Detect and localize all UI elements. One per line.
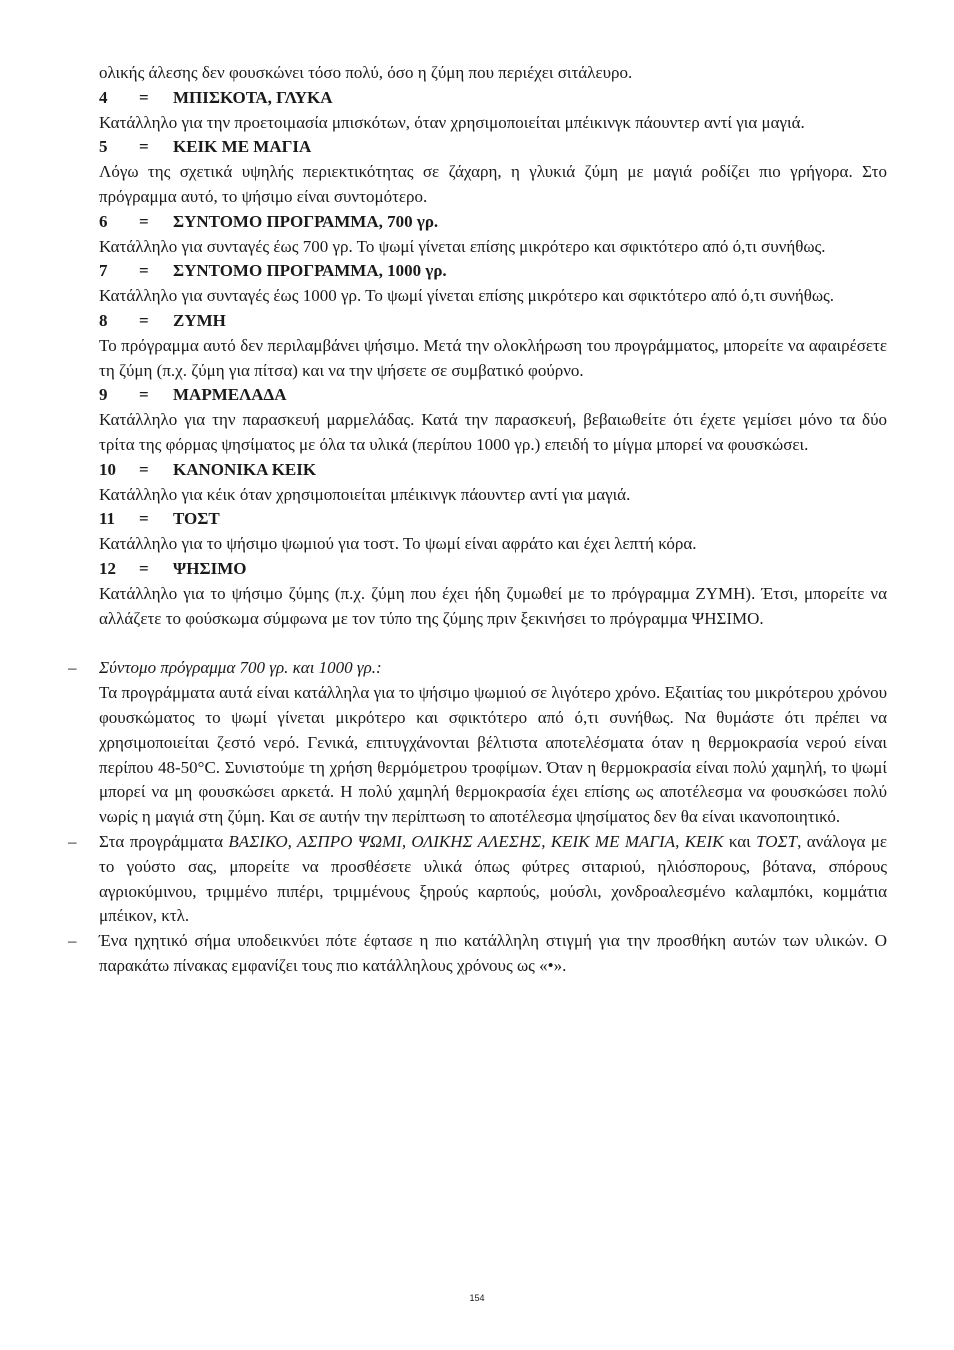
note-text: Στα προγράμματα ΒΑΣΙΚΟ, ΑΣΠΡΟ ΨΩΜΙ, ΟΛΙΚΗΣ ΑΛΕΣΗΣ, ΚΕΙΚ ΜΕ ΜΑΓΙΑ, ΚΕΙΚ και ΤΟΣΤ, ανάλογα με το γούστο σας, μπορείτε να προσθέσετε υλικά όπως φύτρες σιταριού, ηλιόσπορους, βότανα, σπόρους αγριοκύμινου, τριμμένο πιπέρι, τριμμένους ξηρούς καρπούς, μούσλι, χονδροαλεσμένο καλαμπόκι, κομμάτια μπέικον, κτλ. (99, 831, 888, 926)
program-6 (99, 210, 887, 260)
intro-text: ολικής άλεσης δεν φουσκώνει τόσο πολύ, όσο η ζύμη που περιέχει σιτάλευρο. (99, 63, 633, 82)
program-description: Κατάλληλο για συνταγές έως 1000 γρ. Το ψωμί γίνεται επίσης μικρότερο και σφικτότερο από ό,τι συνήθως. (99, 286, 835, 306)
program-10 (99, 458, 887, 508)
program-heading: 8 = ΖΥΜΗ (99, 310, 226, 330)
program-description: Κατάλληλο για το ψήσιμο ψωμιού για τοστ. Το ψωμί είναι αφράτο και έχει λεπτή κόρα. (99, 534, 697, 554)
program-heading: 9 = ΜΑΡΜΕΛΑΔΑ (99, 385, 287, 405)
program-description: Το πρόγραμμα αυτό δεν περιλαμβάνει ψήσιμο. Μετά την ολοκλήρωση του προγράμματος, μπορείτε να αφαιρέσετε τη ζύμη (π.χ. ζύμη για πίτσα) και να την ψήσετε σε συμβατικό φούρνο. (99, 335, 887, 380)
note-short-program (68, 656, 887, 830)
program-description: Κατάλληλο για το ψήσιμο ζύμης (π.χ. ζύμη που έχει ήδη ζυμωθεί με το πρόγραμμα ΖΥΜΗ). Έτσι, μπορείτε να αλλάζετε το φούσκωμα σύμφωνα με τον τύπο της ζύμης πριν ξεκινήσει το πρόγραμμα ΨΗΣΙΜΟ. (99, 583, 887, 628)
page-number: 154 (469, 1293, 485, 1303)
note-text: Ένα ηχητικό σήμα υποδεικνύει πότε έφτασε η πιο κατάλληλη στιγμή για την προσθήκη αυτών των υλικών. Ο παρακάτω πίνακας εμφανίζει τους πιο κατάλληλους χρόνους ως «•». (99, 931, 887, 975)
program-description: Κατάλληλο για την παρασκευή μαρμελάδας. Κατά την παρασκευή, βεβαιωθείτε ότι έχετε γεμίσει μόνο τα δύο τρίτα της φόρμας ψησίματος με όλα τα υλικά (περίπου 1000 γρ.) επειδή το μίγμα μπορεί να φουσκώσει. (99, 410, 887, 454)
dash-bullet: – (68, 831, 77, 851)
note-signal (68, 929, 887, 979)
program-8 (99, 309, 887, 383)
program-5 (99, 135, 887, 209)
note-text: Τα προγράμματα αυτά είναι κατάλληλα για το ψήσιμο ψωμιού σε λιγότερο χρόνο. Εξαιτίας του μικρότερου χρόνου φουσκώματος το ψωμί γίνεται μικρότερο και σφικτότερο από ό,τι συνήθως. Να θυμάστε ότι πρέπει να χρησιμοποιείται ζεστό νερό. Γενικά, επιτυγχάνονται βέλτιστα αποτελέσματα όταν η θερμοκρασία νερού είναι περίπου 48-50°C. Συνιστούμε τη χρήση θερμόμετρου τροφίμων. Όταν η θερμοκρασία είναι πολύ χαμηλή, το ψωμί μπορεί να μη φουσκώσει αρκετά. Η πολύ χαμηλή θερμοκρασία έχει επίσης ως αποτέλεσμα να φουσκώσει πολύ νωρίς η μαγιά στη ζύμη. Και σε αυτήν την περίπτωση το αποτέλεσμα ψησίματος δεν θα είναι ικανοποιητικό. (99, 683, 887, 827)
program-heading: 10 = ΚΑΝΟΝΙΚΑ ΚΕΙΚ (99, 459, 317, 479)
program-11 (99, 507, 887, 557)
note-ingredients (68, 830, 888, 929)
program-heading: 4 = ΜΠΙΣΚΟΤΑ, ΓΛΥΚΑ (99, 87, 333, 107)
program-heading: 11 = ΤΟΣΤ (99, 509, 220, 529)
program-heading: 5 = ΚΕΙΚ ΜΕ ΜΑΓΙΑ (99, 137, 312, 157)
program-description: Λόγω της σχετικά υψηλής περιεκτικότητας σε ζάχαρη, η γλυκιά ζύμη με μαγιά ροδίζει πιο γρήγορα. Στο πρόγραμμα αυτό, το ψήσιμο είναι συντομότερο. (99, 162, 887, 206)
program-12 (99, 557, 887, 631)
program-description: Κατάλληλο για την προετοιμασία μπισκότων, όταν χρησιμοποιείται μπέικινγκ πάουντερ αντί για μαγιά. (99, 112, 805, 132)
program-7 (99, 259, 887, 309)
program-4 (99, 86, 887, 136)
page-content (68, 61, 888, 979)
note-title: Σύντομο πρόγραμμα 700 γρ. και 1000 γρ.: (99, 658, 382, 678)
program-9 (99, 383, 887, 457)
program-description: Κατάλληλο για κέικ όταν χρησιμοποιείται μπέικινγκ πάουντερ αντί για μαγιά. (99, 484, 631, 504)
dash-bullet: – (68, 658, 77, 678)
program-heading: 7 = ΣΥΝΤΟΜΟ ΠΡΟΓΡΑΜΜΑ, 1000 γρ. (99, 261, 447, 281)
program-heading: 12 = ΨΗΣΙΜΟ (99, 558, 247, 578)
dash-bullet: – (68, 931, 77, 951)
program-description: Κατάλληλο για συνταγές έως 700 γρ. Το ψωμί γίνεται επίσης μικρότερο και σφικτότερο από ό,τι συνήθως. (99, 236, 826, 256)
program-heading: 6 = ΣΥΝΤΟΜΟ ΠΡΟΓΡΑΜΜΑ, 700 γρ. (99, 211, 439, 231)
